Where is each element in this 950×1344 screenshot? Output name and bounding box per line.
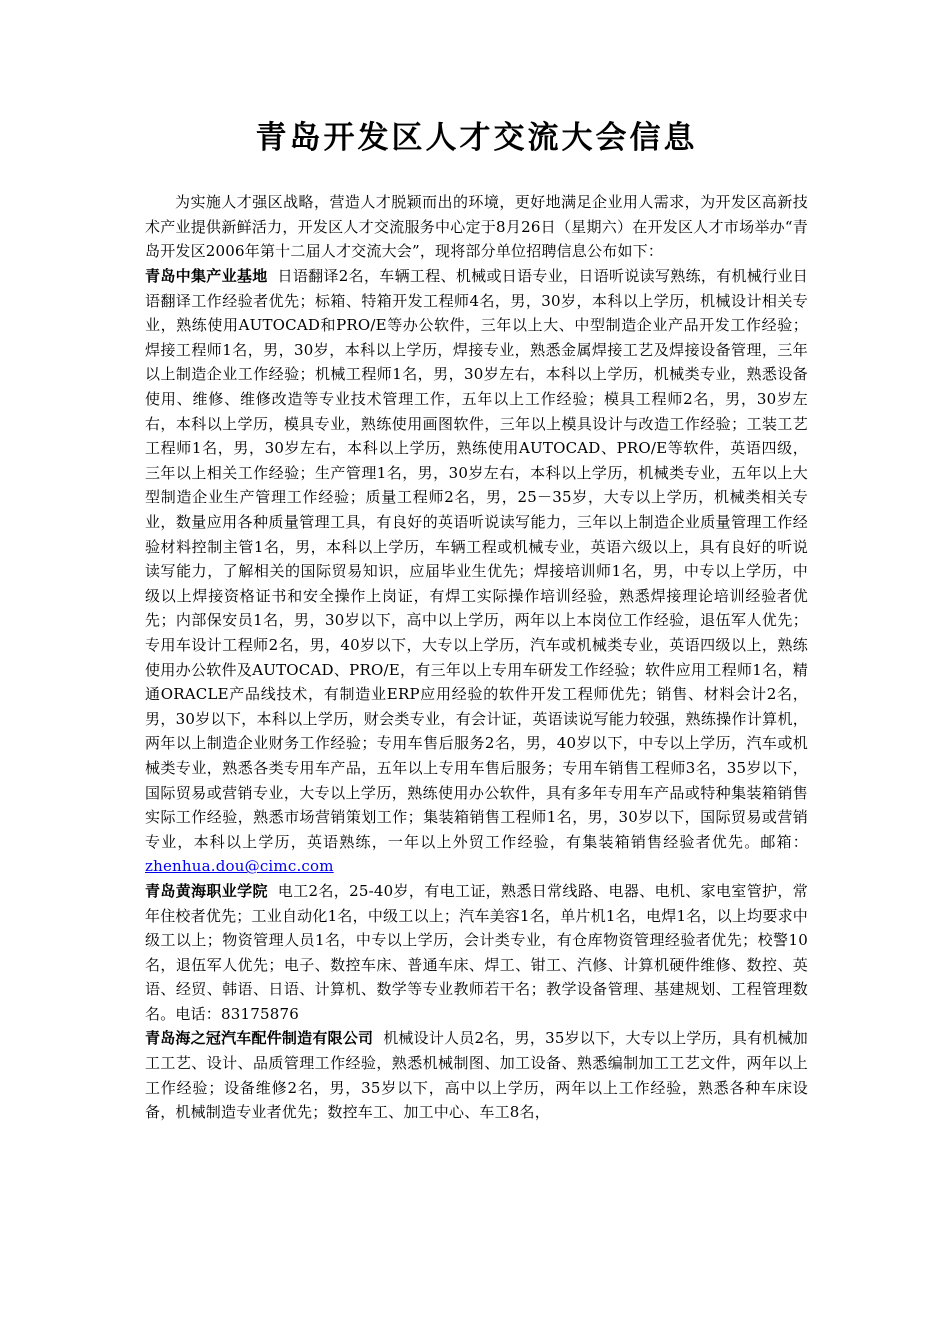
intro-paragraph: 为实施人才强区战略，营造人才脱颖而出的环境，更好地满足企业用人需求，为开发区高新技术产业提供新鲜活力，开发区人才交流服务中心定于8月26日（星期六）在开发区人才市场举办“青岛开发区2006年第十二届人才交流大会”，现将部分单位招聘信息公布如下： [145, 193, 808, 261]
company-name: 青岛中集产业基地 [145, 267, 268, 286]
document-title: 青岛开发区人才交流大会信息 [255, 120, 698, 156]
company-listing-cimc [145, 264, 808, 879]
job-listing-text: 机械设计人员2名，男，35岁以下，大专以上学历，具有机械加工工艺、设计、品质管理工作经验，熟悉机械制图、加工设备、熟悉编制加工工艺文件，两年以上工作经验；设备维修2名，男，35岁以下，高中以上学历，两年以上工作经验，熟悉各种车床设备，机械制造专业者优先；数控车工、加工中心、车工8名， [145, 1029, 808, 1122]
job-listing-text: 电工2名，25-40岁，有电工证，熟悉日常线路、电器、电机、家电室管护，常年住校者优先；工业自动化1名，中级工以上；汽车美容1名，单片机1名，电焊1名，以上均要求中级工以上；物资管理人员1名，中专以上学历，会计类专业，有仓库物资管理经验者优先；校警10名，退伍军人优先；电子、数控车床、普通车床、焊工、钳工、汽修、计算机硬件维修、数控、英语、经贸、韩语、日语、计算机、数学等专业教师若干名；教学设备管理、基建规划、工程管理数名。电话：83175876 [145, 881, 808, 1023]
company-listing-haizhiguan [145, 1026, 808, 1124]
job-listing-text: 日语翻译2名，车辆工程、机械或日语专业，日语听说读写熟练，有机械行业日语翻译工作经验者优先；标箱、特箱开发工程师4名，男，30岁，本科以上学历，机械设计相关专业，熟练使用AUTOCAD和PRO/E等办公软件，三年以上大、中型制造企业产品开发工作经验；焊接工程师1名，男，30岁，本科以上学历，焊接专业，熟悉金属焊接工艺及焊接设备管理，三年以上制造企业工作经验；机械工程师1名，男，30岁左右，本科以上学历，机械类专业，熟悉设备使用、维修、维修改造等专业技术管理工作，五年以上工作经验；模具工程师2名，男，30岁左右，本科以上学历，模具专业，熟练使用画图软件，三年以上模具设计与改造工作经验；工装工艺工程师1名，男，30岁左右，本科以上学历，熟练使用AUTOCAD、PRO/E等软件，英语四级，三年以上相关工作经验；生产管理1名，男，30岁左右，本科以上学历，机械类专业，五年以上大型制造企业生产管理工作经验；质量工程师2名，男，25－35岁，大专以上学历，机械类相关专业，数量应用各种质量管理工具，有良好的英语听说读写能力，三年以上制造企业质量管理工作经验材料控制主管1名，男，本科以上学历，车辆工程或机械专业，英语六级以上，具有良好的听说读写能力，了解相关的国际贸易知识，应届毕业生优先；焊接培训师1名，男，中专以上学历，中级以上焊接资格证书和安全操作上岗证，有焊工实际操作培训经验，熟悉焊接理论培训经验者优先；内部保安员1名，男，30岁以下，高中以上学历，两年以上本岗位工作经验，退伍军人优先；专用车设计工程师2名，男，40岁以下，大专以上学历，汽车或机械类专业，英语四级以上，熟练使用办公软件及AUTOCAD、PRO/E，有三年以上专用车研发工作经验；软件应用工程师1名，精通ORACLE产品线技术，有制造业ERP应用经验的软件开发工程师优先；销售、材料会计2名，男，30岁以下，本科以上学历，财会类专业，有会计证，英语读说写能力较强，熟练操作计算机，两年以上制造企业财务工作经验；专用车售后服务2名，男，40岁以下，中专以上学历，汽车或机械类专业，熟悉各类专用车产品，五年以上专用车售后服务；专用车销售工程师3名，35岁以下，国际贸易或营销专业，大专以上学历，熟练使用办公软件，具有多年专用车产品或特种集装箱销售实际工作经验，熟悉市场营销策划工作；集装箱销售工程师1名，男，30岁以下，国际贸易或营销专业，本科以上学历，英语熟练，一年以上外贸工作经验，有集装箱销售经验者优先。邮箱： [145, 267, 808, 851]
company-name: 青岛黄海职业学院 [145, 881, 268, 900]
company-listing-huanghai [145, 879, 808, 1027]
document-page [145, 118, 808, 1125]
email-link[interactable]: zhenhua.dou@cimc.com [145, 857, 334, 876]
company-name: 青岛海之冠汽车配件制造有限公司 [145, 1029, 374, 1048]
